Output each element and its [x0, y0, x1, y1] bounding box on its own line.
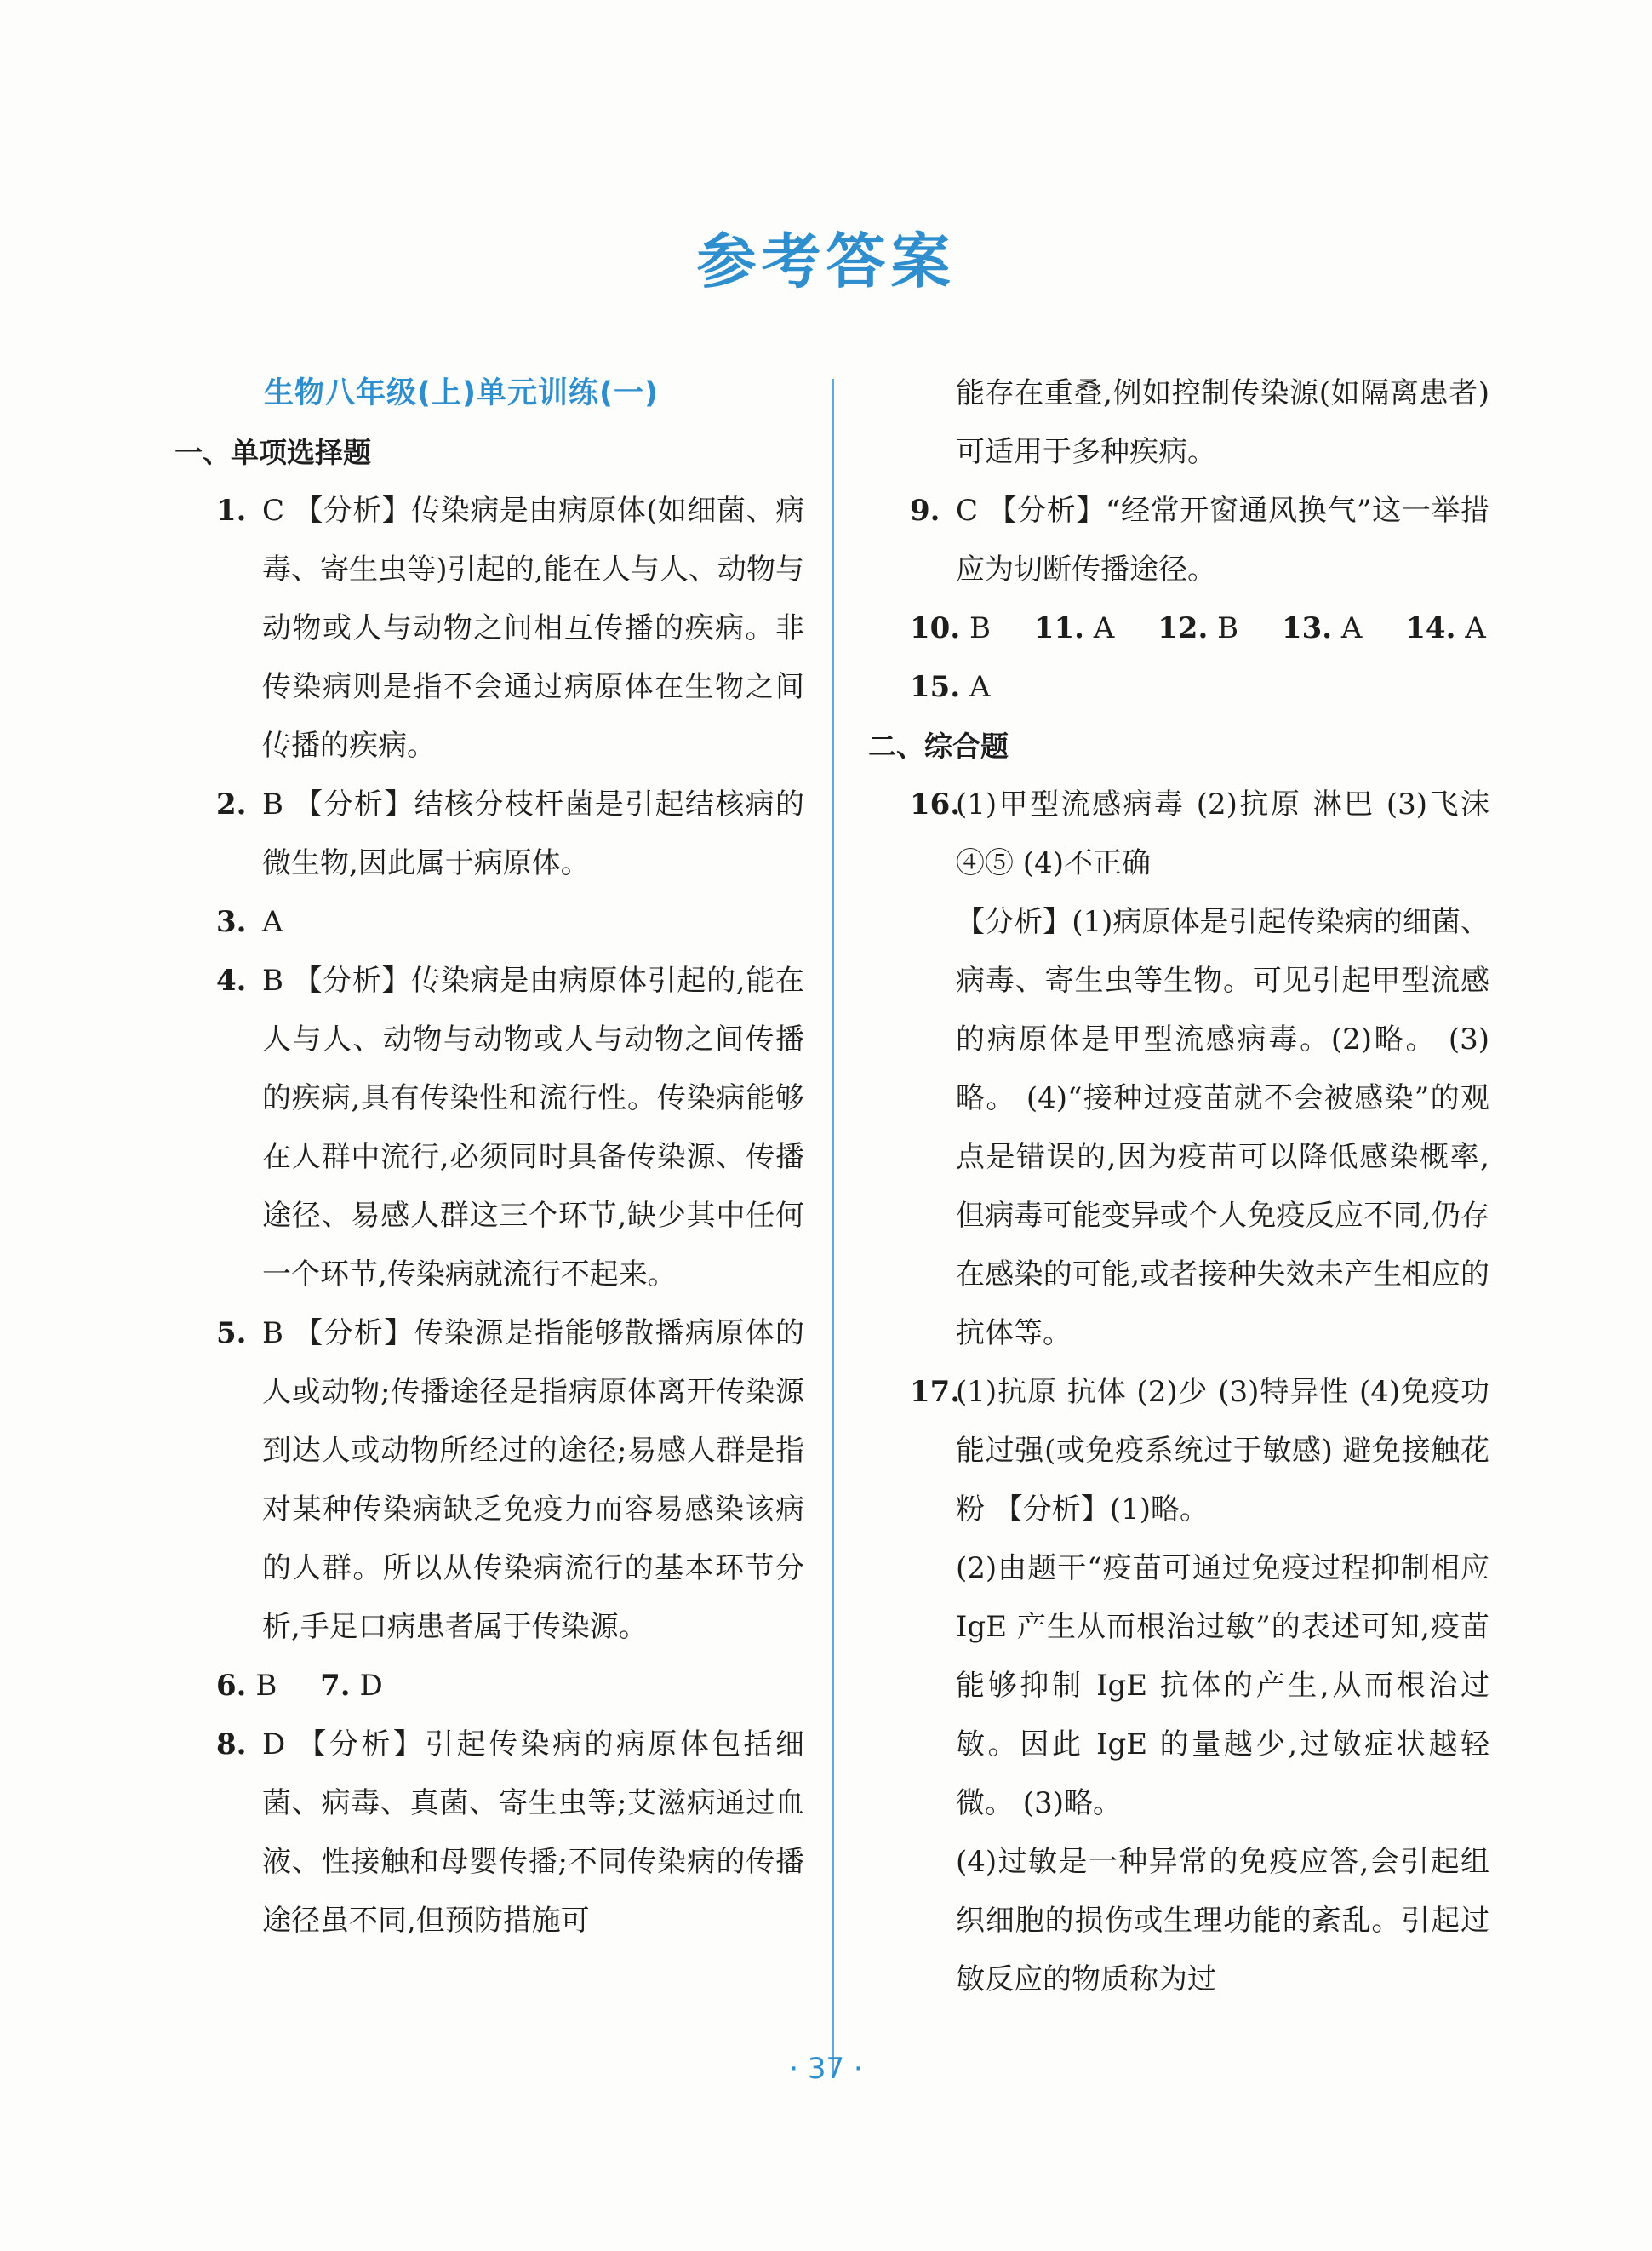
page-title: 参考答案	[696, 226, 956, 296]
answer-text: B 【分析】结核分枝杆菌是引起结核病的微生物,因此属于病原体。	[262, 788, 804, 880]
answer-item-5	[174, 1304, 804, 1657]
answer-item-9	[868, 482, 1489, 599]
question-number: 10.	[910, 611, 961, 645]
answer-text: A	[1093, 611, 1115, 645]
answer-text: B	[969, 611, 991, 645]
answer-item-16	[868, 776, 1489, 893]
answer-text: B	[255, 1669, 277, 1703]
question-number: 2.	[216, 788, 247, 822]
question-number: 5.	[216, 1316, 247, 1350]
question-number: 9.	[910, 494, 940, 528]
question-number: 3.	[216, 905, 247, 939]
unit-title: 生物八年级(上)单元训练(一)	[264, 376, 659, 410]
answer-text: (1)甲型流感病毒 (2)抗原 淋巴 (3)飞沫 ④⑤ (4)不正确	[956, 788, 1489, 880]
answer-text: B	[1217, 611, 1239, 645]
answer-item-17	[868, 1363, 1489, 1539]
question-number: 15.	[910, 670, 961, 704]
answer-text: A	[1340, 611, 1363, 645]
question-number: 11.	[1033, 611, 1084, 645]
answer-text: A	[1465, 611, 1486, 645]
question-number: 7.	[320, 1669, 351, 1703]
question-number: 4.	[216, 964, 247, 998]
question-number: 1.	[216, 494, 247, 528]
answer-text: B 【分析】传染病是由病原体引起的,能在人与人、动物与动物或人与动物之间传播的疾病,具有传染性和流行性。传染病能够在人群中流行,必须同时具备传染源、传播途径、易感人群这三个环节,缺少其中任何一个环节,传染病就流行不起来。	[262, 964, 804, 1292]
section-heading-comprehensive: 二、综合题	[868, 730, 1009, 763]
section-heading-single-choice: 一、单项选择题	[174, 436, 371, 469]
left-column	[174, 364, 804, 1950]
answer-row-15	[868, 658, 1489, 717]
question-number: 8.	[216, 1727, 247, 1761]
answer-text: A	[969, 670, 991, 704]
answer-item-8-continued: 能存在重叠,例如控制传染源(如隔离患者)可适用于多种疾病。	[956, 376, 1489, 469]
right-column	[868, 364, 1489, 2009]
answer-row-6-7	[174, 1657, 804, 1715]
answer-text: C 【分析】“经常开窗通风换气”这一举措应为切断传播途径。	[956, 494, 1489, 587]
answer-row-10-14	[868, 599, 1489, 658]
answer-item-8	[174, 1715, 804, 1950]
answer-text: C 【分析】传染病是由病原体(如细菌、病毒、寄生虫等)引起的,能在人与人、动物与动物或人与动物之间相互传播的疾病。非传染病则是指不会通过病原体在生物之间传播的疾病。	[262, 494, 804, 763]
answer-item-16-analysis: 【分析】(1)病原体是引起传染病的细菌、病毒、寄生虫等生物。可见引起甲型流感的病原体是甲型流感病毒。(2)略。 (3)略。 (4)“接种过疫苗就不会被感染”的观点是错误的,因为疫苗可以降低感染概率,但病毒可能变异或个人免疫反应不同,仍存在感染的可能,或者接种失效未产生相应的抗体等。	[956, 905, 1489, 1350]
question-number: 12.	[1158, 611, 1209, 645]
question-number: 17.	[910, 1375, 961, 1409]
answer-text: B 【分析】传染源是指能够散播病原体的人或动物;传播途径是指病原体离开传染源到达人或动物所经过的途径;易感人群是指对某种传染病缺乏免疫力而容易感染该病的人群。所以从传染病流行的基本环节分析,手足口病患者属于传染源。	[262, 1316, 804, 1644]
page-number: · 37 ·	[789, 2052, 863, 2086]
answer-item-2	[174, 776, 804, 893]
answer-item-17-part2: (2)由题干“疫苗可通过免疫过程抑制相应 IgE 产生从而根治过敏”的表述可知,疫苗能够抑制 IgE 抗体的产生,从而根治过敏。因此 IgE 的量越少,过敏症状越轻微。 (3)略。	[956, 1551, 1489, 1820]
answer-text: D 【分析】引起传染病的病原体包括细菌、病毒、真菌、寄生虫等;艾滋病通过血液、性接触和母婴传播;不同传染病的传播途径虽不同,但预防措施可	[262, 1727, 804, 1938]
answer-item-17-part3: (4)过敏是一种异常的免疫应答,会引起组织细胞的损伤或生理功能的紊乱。引起过敏反应的物质称为过	[956, 1845, 1489, 1996]
question-number: 14.	[1405, 611, 1456, 645]
answer-text: A	[262, 905, 283, 939]
column-divider	[832, 379, 834, 2077]
answer-text: (1)抗原 抗体 (2)少 (3)特异性 (4)免疫功能过强(或免疫系统过于敏感) 避免接触花粉 【分析】(1)略。	[956, 1375, 1489, 1526]
question-number: 16.	[910, 788, 961, 822]
answer-item-1	[174, 482, 804, 776]
question-number: 6.	[216, 1669, 247, 1703]
answer-text: D	[359, 1669, 383, 1703]
answer-item-3	[174, 893, 804, 952]
question-number: 13.	[1281, 611, 1333, 645]
answer-item-4	[174, 952, 804, 1304]
